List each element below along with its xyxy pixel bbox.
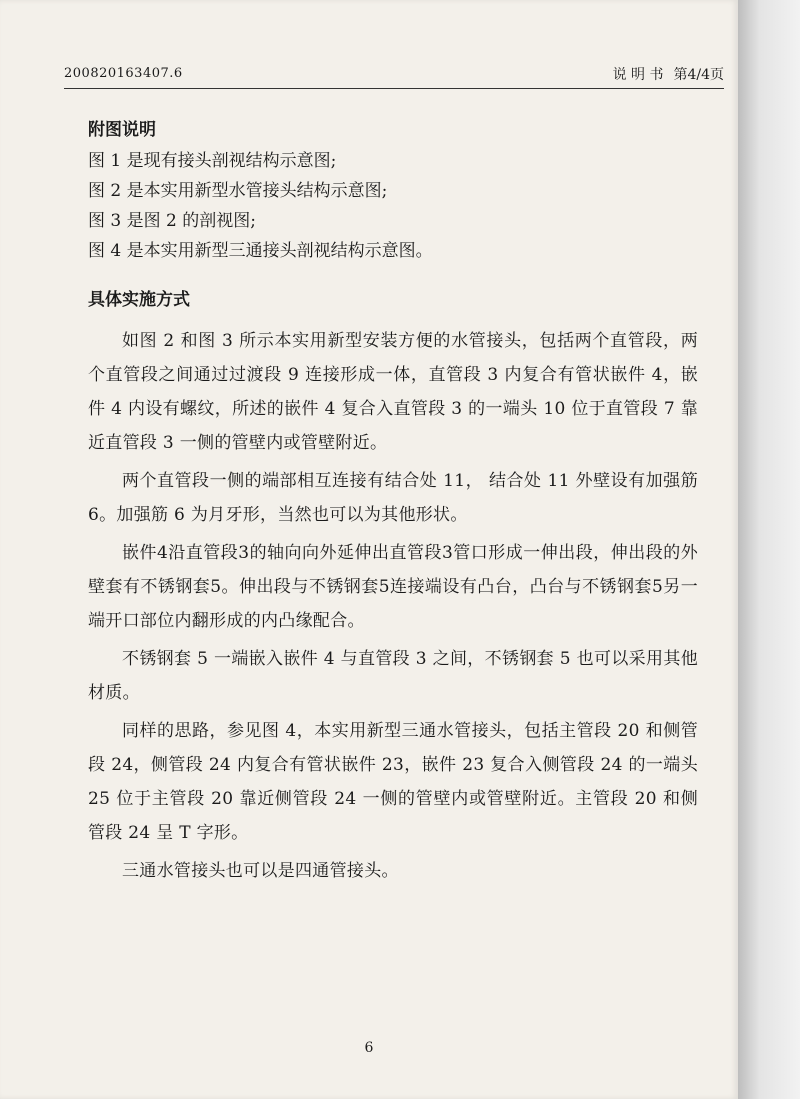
paragraph: 如图 2 和图 3 所示本实用新型安装方便的水管接头，包括两个直管段，两个直管段之间通过过渡段 9 连接形成一体，直管段 3 内复合有管状嵌件 4，嵌件 4 内设有螺纹，所述的嵌件 4 复合入直管段 3 的一端头 10 位于直管段 7 靠近直管段 3 一侧的管壁内或管壁附近。 <box>88 331 698 453</box>
page-header <box>64 62 724 84</box>
figure-item: 图 4 是本实用新型三通接头剖视结构示意图。 <box>88 241 433 261</box>
figures-heading: 附图说明 <box>88 120 156 140</box>
doc-type: 说 明 书 <box>612 67 664 83</box>
paragraph: 嵌件4沿直管段3的轴向向外延伸出直管段3管口形成一伸出段，伸出段的外壁套有不锈钢套5。伸出段与不锈钢套5连接端设有凸台，凸台与不锈钢套5另一端开口部位内翻形成的内凸缘配合。 <box>88 543 698 631</box>
header-rule <box>64 88 724 89</box>
paragraph: 同样的思路，参见图 4，本实用新型三通水管接头，包括主管段 20 和侧管段 24，侧管段 24 内复合有管状嵌件 23，嵌件 23 复合入侧管段 24 的一端头 25 位于主管段 20 靠近侧管段 24 一侧的管壁内或管壁附近。主管段 20 和侧管段 24 呈 T 字形。 <box>88 721 698 843</box>
paragraph: 两个直管段一侧的端部相互连接有结合处 11， 结合处 11 外壁设有加强筋 6。加强筋 6 为月牙形，当然也可以为其他形状。 <box>88 471 698 525</box>
figure-item: 图 2 是本实用新型水管接头结构示意图; <box>88 181 388 201</box>
embodiment-heading: 具体实施方式 <box>88 290 190 310</box>
paragraph: 三通水管接头也可以是四通管接头。 <box>122 861 399 881</box>
figure-item: 图 3 是图 2 的剖视图; <box>88 211 256 231</box>
page-number: 6 <box>364 1040 374 1056</box>
header-right <box>603 64 724 84</box>
paragraph: 不锈钢套 5 一端嵌入嵌件 4 与直管段 3 之间，不锈钢套 5 也可以采用其他材质。 <box>88 649 698 703</box>
scan-edge <box>738 0 800 1099</box>
page-content <box>88 118 698 892</box>
figure-item: 图 1 是现有接头剖视结构示意图; <box>88 151 337 171</box>
page-of: 第4/4页 <box>673 67 724 83</box>
doc-number: 200820163407.6 <box>64 66 183 81</box>
